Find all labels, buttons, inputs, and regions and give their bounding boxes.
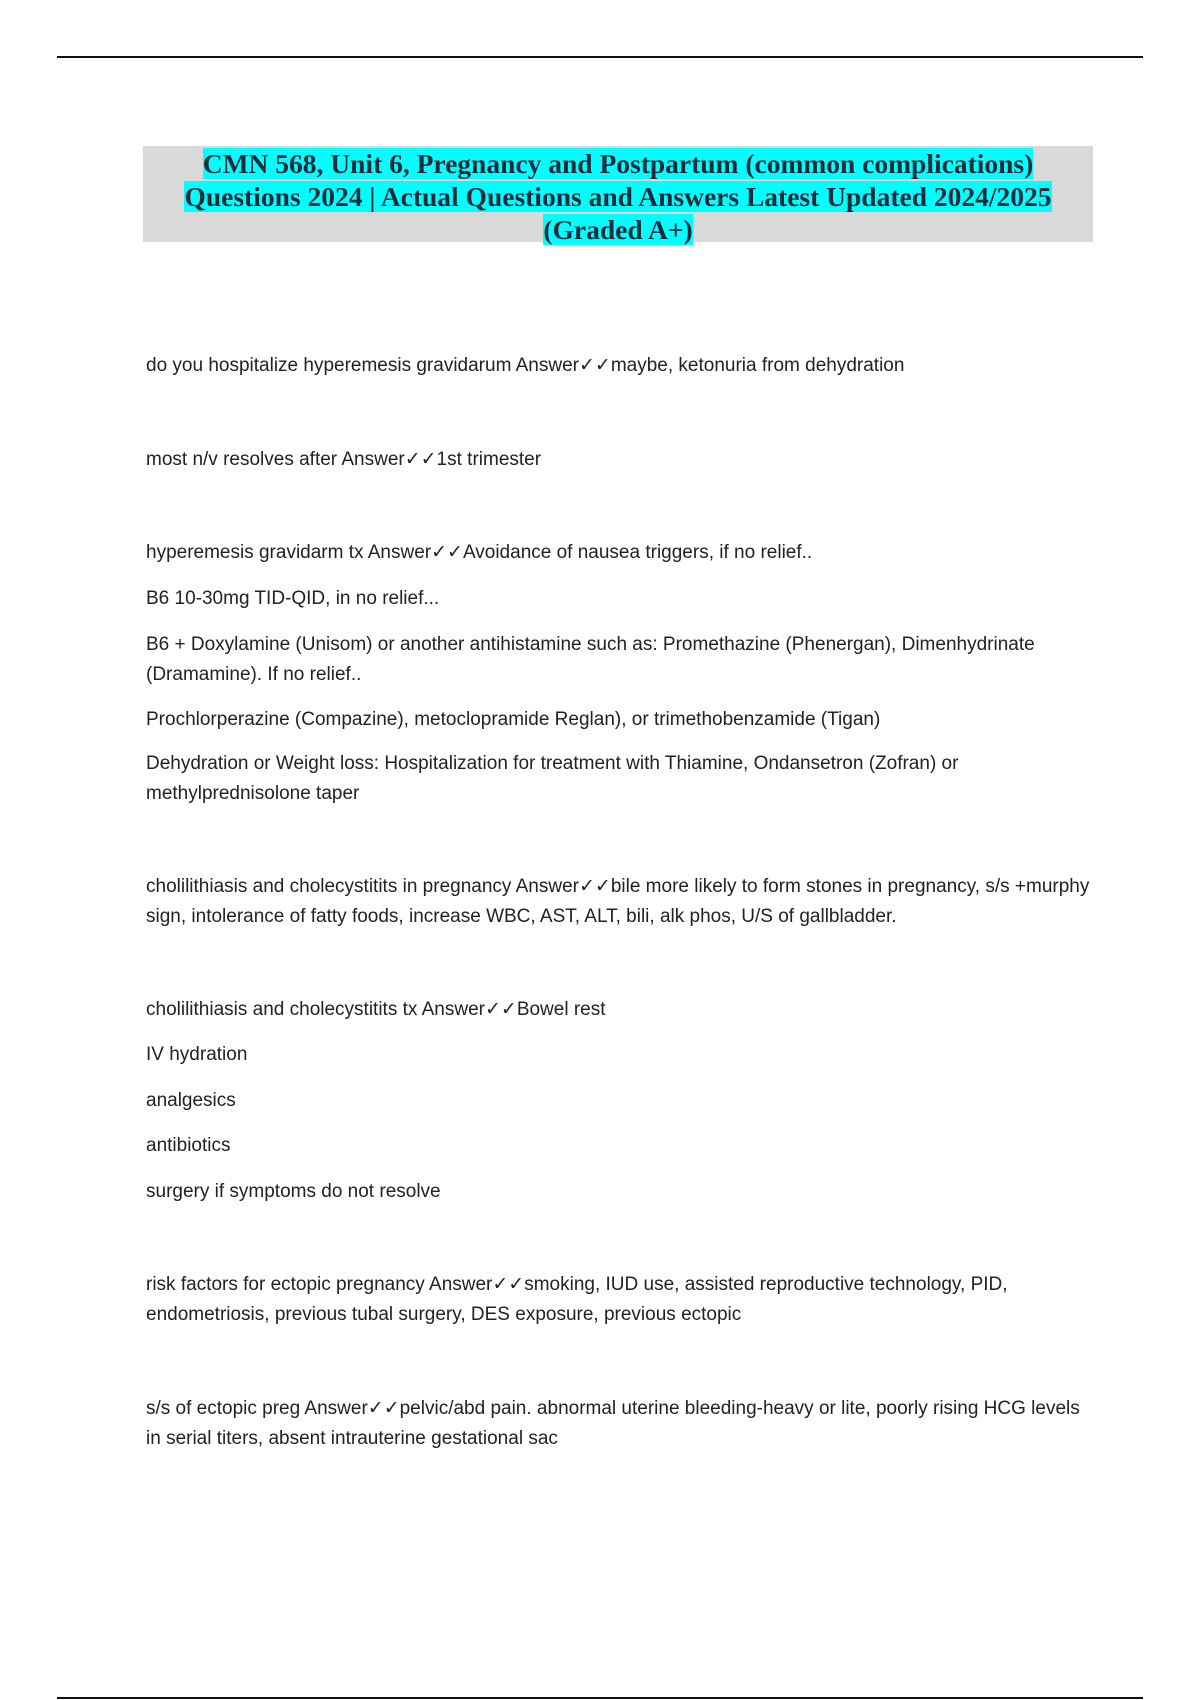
qa-item: risk factors for ectopic pregnancy Answer✓✓smoking, IUD use, assisted reproductive technology, PID, endometriosis, previous tubal surgery, DES exposure, previous ectopic: [146, 1274, 1008, 1325]
bottom-rule: [57, 1697, 1143, 1699]
document-title: [143, 146, 1093, 245]
qa-item: cholilithiasis and cholecystitits tx Answer✓✓Bowel rest: [146, 999, 606, 1020]
answer-line: Prochlorperazine (Compazine), metoclopramide Reglan), or trimethobenzamide (Tigan): [146, 709, 881, 730]
qa-item: do you hospitalize hyperemesis gravidarum Answer✓✓maybe, ketonuria from dehydration: [146, 355, 905, 376]
answer-line: B6 10-30mg TID-QID, in no relief...: [146, 588, 440, 609]
answer-line: antibiotics: [146, 1135, 231, 1156]
answer-line: surgery if symptoms do not resolve: [146, 1181, 441, 1202]
title-line-1: CMN 568, Unit 6, Pregnancy and Postpartum (common complications): [202, 148, 1034, 179]
qa-item: hyperemesis gravidarm tx Answer✓✓Avoidance of nausea triggers, if no relief..: [146, 542, 813, 563]
title-line-2: Questions 2024 | Actual Questions and Answers Latest Updated 2024/2025: [184, 181, 1052, 212]
title-line-3: (Graded A+): [543, 214, 693, 245]
qa-item: cholilithiasis and cholecystitits in pregnancy Answer✓✓bile more likely to form stones in pregnancy, s/s +murphy sign, intolerance of fatty foods, increase WBC, AST, ALT, bili, alk phos, U/S of gallbladder.: [146, 876, 1090, 927]
answer-line: B6 + Doxylamine (Unisom) or another antihistamine such as: Promethazine (Phenergan), Dimenhydrinate (Dramamine). If no relief..: [146, 634, 1035, 685]
qa-item: s/s of ectopic preg Answer✓✓pelvic/abd pain. abnormal uterine bleeding-heavy or lite, poorly rising HCG levels in serial titers, absent intrauterine gestational sac: [146, 1398, 1080, 1449]
top-rule: [57, 56, 1143, 58]
answer-line: analgesics: [146, 1090, 236, 1111]
answer-line: Dehydration or Weight loss: Hospitalization for treatment with Thiamine, Ondansetron (Zofran) or methylprednisolone taper: [146, 753, 959, 804]
answer-line: IV hydration: [146, 1044, 248, 1065]
qa-item: most n/v resolves after Answer✓✓1st trimester: [146, 449, 542, 470]
